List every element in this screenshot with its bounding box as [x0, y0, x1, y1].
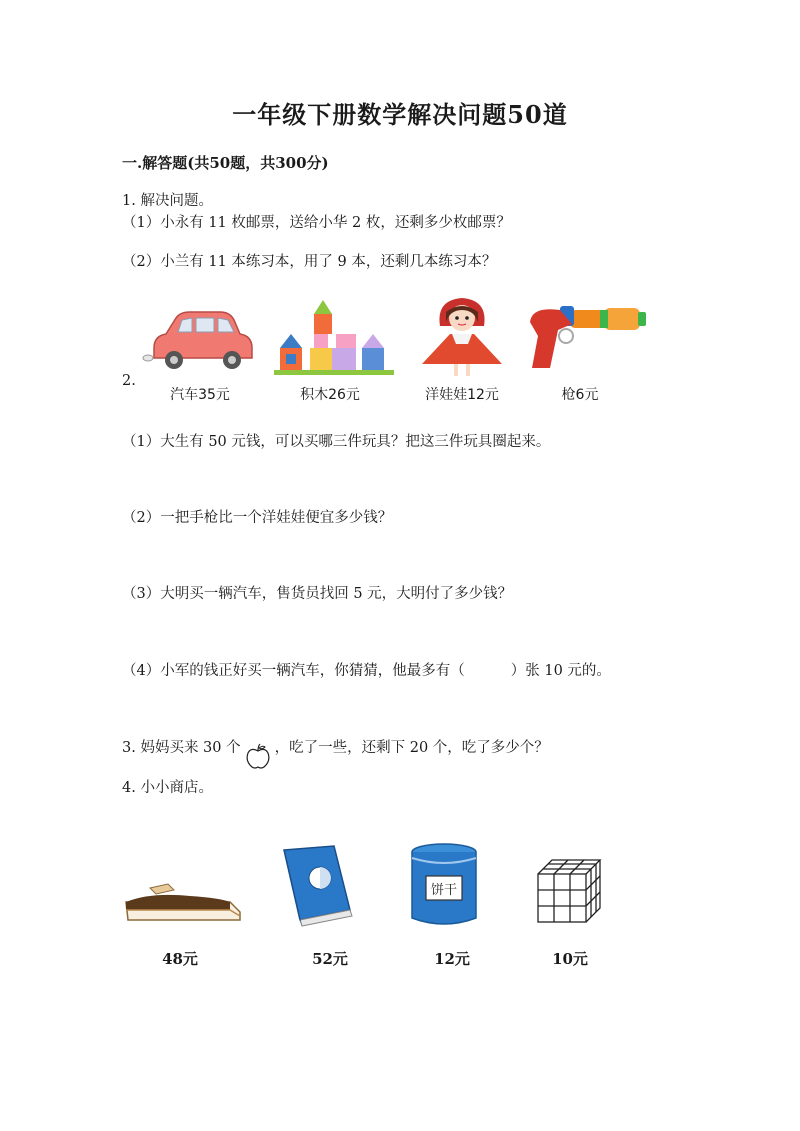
- shop-item-pencil-box: [120, 840, 240, 970]
- price-cube: 10元: [552, 950, 588, 968]
- building-blocks-icon: [270, 296, 400, 381]
- toy-gun-icon: [520, 296, 650, 381]
- toy-doll: [402, 296, 522, 411]
- toy-label-doll: 洋娃娃12元: [425, 387, 499, 403]
- doll-icon: [402, 296, 522, 381]
- price-pencil-box: 48元: [162, 950, 198, 968]
- q2-part-3: （3）大明买一辆汽车，售货员找回 5 元，大明付了多少钱？: [122, 586, 513, 602]
- price-book: 52元: [312, 950, 348, 968]
- section-heading: 一.解答题(共50题，共300分): [122, 154, 329, 172]
- q1-part-1: （1）小永有 11 枚邮票，送给小华 2 枚，还剩多少枚邮票？: [122, 215, 511, 231]
- pencil-box-icon: [120, 840, 244, 940]
- q2-part-4: [122, 659, 611, 680]
- apple-icon: [243, 742, 273, 770]
- rubiks-cube-icon: [510, 840, 610, 940]
- shop-item-cube: [510, 840, 630, 970]
- toy-label-car: 汽车35元: [170, 387, 230, 403]
- shop-row: [120, 840, 640, 980]
- tin-label-text: 饼干: [430, 883, 458, 898]
- q1-part-2: （2）小兰有 11 本练习本，用了 9 本，还剩几本练习本？: [122, 254, 497, 270]
- biscuit-tin-icon: [392, 840, 492, 940]
- toy-car-icon: [140, 296, 260, 381]
- shop-item-book: [270, 840, 390, 970]
- book-icon: [270, 840, 370, 940]
- toy-row: [120, 296, 680, 411]
- page-title: 一年级下册数学解决问题50道: [232, 100, 568, 129]
- toy-label-gun: 枪6元: [561, 387, 599, 403]
- q3-text-before: 3. 妈妈买来 30 个: [122, 740, 241, 756]
- price-biscuit-tin: 12元: [434, 950, 470, 968]
- q2-part-4-after: ）张 10 元的。: [510, 663, 611, 679]
- q2-part-2: （2）一把手枪比一个洋娃娃便宜多少钱？: [122, 510, 393, 526]
- toy-blocks: [270, 296, 390, 411]
- toy-label-blocks: 积木26元: [300, 387, 360, 403]
- q3-text-after: ，吃了一些，还剩下 20 个，吃了多少个？: [274, 740, 549, 756]
- toy-gun: [520, 296, 640, 411]
- toy-car: [140, 296, 260, 411]
- q3-line: [122, 734, 549, 762]
- q2-part-1: （1）大生有 50 元钱，可以买哪三件玩具？把这三件玩具圈起来。: [122, 434, 551, 450]
- shop-item-biscuit-tin: [392, 840, 512, 970]
- q1-label: 1. 解决问题。: [122, 193, 213, 209]
- q4-label: 4. 小小商店。: [122, 780, 213, 796]
- q2-label: 2.: [122, 373, 136, 389]
- q2-part-4-before: （4）小军的钱正好买一辆汽车，你猜猜，他最多有（: [122, 663, 465, 679]
